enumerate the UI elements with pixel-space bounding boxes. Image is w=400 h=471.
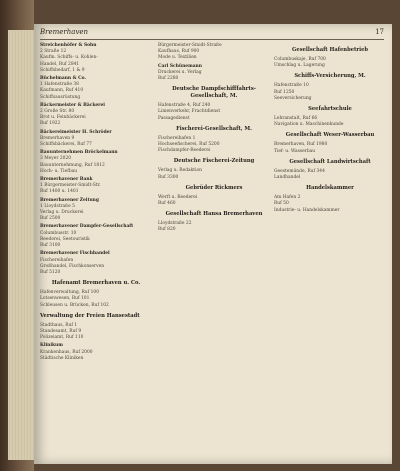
entry-line: Krankenhaus, Ruf 2000 — [40, 349, 93, 355]
section-heading: Handelskammer — [306, 185, 354, 192]
entry-line: Ruf 3300 — [158, 174, 179, 180]
entry-line: Ruf 50 — [274, 201, 289, 207]
directory-entry — [158, 195, 270, 207]
entry-title: Klinikum — [40, 343, 63, 349]
directory-entry — [40, 177, 152, 196]
entry-line: Mode u. Textilien — [158, 55, 197, 61]
directory-entry — [40, 43, 152, 74]
directory-entry — [274, 142, 386, 154]
entry-line: Geestemünde, Ruf 344 — [274, 168, 325, 174]
entry-line: Ruf 1400 u. 1401 — [40, 189, 79, 195]
entry-line: Handel, Ruf 2841 — [40, 61, 80, 67]
directory-entry — [40, 224, 152, 249]
entry-line: Druckerei u. Verlag — [158, 69, 202, 75]
entry-line: Schiffsbedarf, 1 & 9 — [40, 67, 85, 73]
entry-line: Ruf 3100 — [40, 243, 61, 249]
directory-entry — [274, 116, 386, 128]
entry-line: Bremerhaven 9 — [40, 135, 75, 141]
directory-entry — [274, 169, 386, 181]
directory-entry — [40, 76, 152, 101]
entry-title: Bremerhavener Dampfer-Gesellschaft — [40, 224, 134, 230]
entry-title: Bremerhavener Bank — [40, 177, 93, 183]
directory-entry — [158, 221, 270, 233]
entry-line: Kaufmann, Ruf 410 — [40, 88, 84, 94]
entry-line: Bremerhaven, Ruf 1980 — [274, 142, 328, 148]
header-rule — [40, 39, 384, 40]
entry-line: Kaufhaus, Ruf 900 — [158, 49, 200, 55]
entry-line: Lehranstalt, Ruf 66 — [274, 116, 318, 122]
entry-line: Schiffsausrüstung — [40, 94, 81, 100]
entry-line: Ruf 820 — [158, 227, 176, 233]
directory-entry — [40, 198, 152, 223]
entry-title: Bäckermeister & Bäckerei — [40, 102, 105, 108]
entry-line: Lotsenwesen, Ruf 101 — [40, 296, 90, 302]
directory-entry — [40, 323, 152, 342]
directory-entry — [40, 251, 152, 276]
section-heading: Gesellschaft Hansa Bremerhaven — [165, 211, 263, 218]
entry-line: Stadthaus, Ruf 1 — [40, 322, 78, 328]
entry-title: Büchelmann & Co. — [40, 76, 87, 82]
entry-line: Columbuskaje, Ruf 700 — [274, 57, 326, 62]
entry-line: 3 Meyer 2020 — [40, 156, 72, 162]
entry-line: Umschlag u. Lagerung — [274, 63, 325, 69]
entry-line: Fischereihafen — [40, 257, 74, 263]
entry-line: 1 Lloydstraße 5 — [40, 203, 75, 209]
entry-line: Columbusstr. 10 — [40, 230, 77, 236]
section-heading: Gesellschaft Weser-Wasserbau — [285, 132, 375, 139]
directory-entry — [40, 103, 152, 128]
entry-line: Landhandel — [274, 175, 301, 181]
entry-line: Tief- u. Wasserbau — [274, 148, 316, 154]
entry-line: Verlag u. Druckerei — [40, 210, 84, 216]
directory-entry — [274, 57, 386, 69]
entry-line: 2 Straße 12 — [40, 49, 67, 55]
entry-line: Bürgermeister-Smidt-Straße — [158, 43, 222, 48]
entry-line: Werft u. Reederei — [158, 194, 198, 200]
entry-line: Passagedienst — [158, 115, 190, 121]
entry-line: Lloydstraße 22 — [158, 221, 192, 227]
section-heading: Gebrüder Rickmers — [185, 184, 243, 191]
entry-title: Carl Schünemann — [158, 63, 202, 69]
section-heading: Deutsche Dampfschifffahrts-Gesellschaft, M. — [172, 86, 256, 100]
directory-entry — [158, 136, 270, 155]
entry-line: Seeversicherung — [274, 95, 312, 101]
entry-line: Ruf 1250 — [274, 89, 295, 95]
section-heading: Seefahrtschule — [308, 106, 352, 113]
page-edges — [8, 30, 37, 460]
entry-line: 1 Hafenstraße 38 — [40, 82, 79, 88]
entry-line: Ruf 460 — [158, 201, 176, 207]
entry-line: Polizeiamt, Ruf 110 — [40, 335, 84, 341]
entry-line: Schiffsbäckerei, Ruf 77 — [40, 142, 92, 148]
entry-line: Bauunternehmung, Ruf 1812 — [40, 162, 105, 168]
book-page — [34, 24, 392, 464]
section-heading: Schiffs-Versicherung, M. — [294, 73, 366, 80]
directory-entry — [274, 195, 386, 214]
section-heading: Gesellschaft Hafenbetrieb — [291, 47, 369, 53]
entry-line: 1 Bürgermeister-Smidt-Str. — [40, 183, 101, 189]
entry-title: Bäckereimeister H. Schröder — [40, 129, 112, 135]
entry-line: Industrie- u. Handelskammer — [274, 207, 340, 213]
entry-line: Hafenstraße 10 — [274, 83, 309, 89]
entry-line: Kaufm. Schiffs- u. Kohlen- — [40, 55, 98, 61]
entry-line: Reederei, Seetouristik — [40, 236, 90, 242]
entry-line: Fischdampfer-Reederei — [158, 148, 211, 154]
entry-title: Bremerhavener Fischhandel — [40, 251, 110, 257]
entry-line: Verlag u. Redaktion — [158, 168, 202, 174]
column-1 — [40, 43, 152, 458]
entry-line: Brot u. Feinbäckerei — [40, 115, 86, 121]
entry-line: Standesamt, Ruf 9 — [40, 328, 82, 334]
entry-line: Hafenverwaltung, Ruf 100 — [40, 290, 100, 296]
directory-entry — [158, 103, 270, 122]
running-head: Bremerhaven — [40, 28, 89, 36]
entry-line: Ruf 1922 — [40, 121, 61, 127]
directory-entry — [158, 64, 270, 83]
directory-entry — [40, 130, 152, 149]
entry-line: Schleusen u. Brücken, Ruf 102 — [40, 302, 109, 308]
entry-line: Ruf 5120 — [40, 269, 61, 275]
entry-line: 2 Große Str. 80 — [40, 109, 75, 115]
entry-line: Ruf 2500 — [40, 216, 61, 222]
entry-line: Großhandel, Fischkonserven — [40, 263, 105, 269]
entry-title: Streichenhöfer & Sohn — [40, 43, 97, 48]
directory-entry — [40, 150, 152, 175]
directory-entry — [158, 43, 270, 62]
entry-line: Linienverkehr, Frachtdienst — [158, 109, 221, 115]
directory-entry — [158, 168, 270, 180]
directory-entry — [40, 343, 152, 362]
section-heading: Hafenamt Bremerhaven u. Co. — [51, 280, 141, 287]
section-heading: Verwaltung der Freien Hansestadt — [40, 312, 140, 319]
entry-line: Navigation u. Maschinenkunde — [274, 122, 344, 128]
entry-line: Hochseefischerei, Ruf 5200 — [158, 142, 220, 148]
section-heading: Fischerei-Gesellschaft, M. — [176, 125, 252, 132]
column-3 — [274, 43, 386, 458]
entry-title: Bremerhavener Zeitung — [40, 197, 99, 203]
page-number: 17 — [375, 28, 384, 36]
entry-line: Hafenstraße 4, Ruf 240 — [158, 103, 211, 109]
section-heading: Deutsche Fischerei-Zeitung — [173, 158, 255, 165]
entry-title: Bauunternehmen Bröckelmann — [40, 150, 118, 156]
column-2 — [158, 43, 270, 458]
entry-line: Städtische Kliniken — [40, 355, 84, 361]
directory-entry — [274, 83, 386, 102]
entry-line: Fischereihafen 1 — [158, 135, 196, 141]
entry-line: Am Hafen 2 — [274, 195, 301, 201]
entry-line: Hoch- u. Tiefbau — [40, 168, 78, 174]
directory-entry — [40, 290, 152, 309]
entry-line: Ruf 2280 — [158, 76, 179, 82]
section-heading: Gesellschaft Landwirtschaft — [289, 158, 371, 165]
